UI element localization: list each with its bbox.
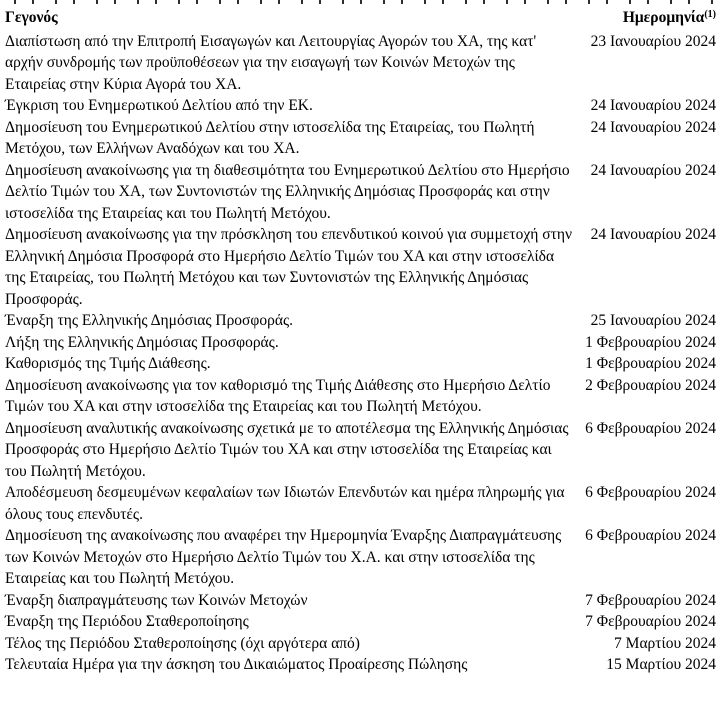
date-cell: 6 Φεβρουαρίου 2024 (585, 484, 716, 501)
date-cell: 15 Μαρτίου 2024 (606, 656, 716, 673)
table-row (5, 418, 727, 483)
event-cell: Αποδέσμευση δεσμευμένων κεφαλαίων των Ιδιωτών Επενδυτών και ημέρα πληρωμής για όλους τους επενδυτές. (5, 484, 565, 523)
table-row (5, 332, 727, 354)
date-cell: 7 Φεβρουαρίου 2024 (585, 591, 716, 609)
table-header-row (5, 7, 727, 31)
table-row (5, 482, 727, 525)
event-cell: Δημοσίευση ανακοίνωσης για την πρόσκληση του επενδυτικού κοινού για συμμετοχή στην Ελληνική Δημόσια Προσφορά στο Ημερήσιο Δελτίο Τιμών του ΧΑ και στην ιστοσελίδα της Εταιρείας, του Πωλητή Μετόχου και των Συντονιστών της Ελληνικής Δημόσιας Προσφοράς. (5, 226, 572, 308)
date-cell: 24 Ιανουαρίου 2024 (590, 161, 716, 179)
event-cell: Έναρξη διαπραγμάτευσης των Κοινών Μετοχών (5, 591, 308, 609)
table-body (5, 31, 727, 676)
event-cell: Δημοσίευση αναλυτικής ανακοίνωσης σχετικά με το αποτέλεσμα της Ελληνικής Δημόσιας Προσφοράς στο Ημερήσιο Δελτίο Τιμών του ΧΑ και στην ιστοσελίδα της Εταιρείας και του Πωλητή Μετόχου. (5, 419, 569, 480)
event-cell: Δημοσίευση ανακοίνωσης για τη διαθεσιμότητα του Ενημερωτικού Δελτίου στο Ημερήσιο Δελτίο Τιμών του ΧΑ, των Συντονιστών της Ελληνικής Δημόσιας Προσφοράς και στην ιστοσελίδα της Εταιρείας και του Πωλητή Μετόχου. (5, 161, 570, 222)
date-cell: 1 Φεβρουαρίου 2024 (585, 355, 716, 372)
date-cell: 24 Ιανουαρίου 2024 (590, 226, 716, 243)
table-row (5, 633, 727, 655)
event-cell: Διαπίστωση από την Επιτροπή Εισαγωγών και Λειτουργίας Αγορών του ΧΑ, της κατ' αρχήν συνδρομής των προϋποθέσεων για την εισαγωγή των Κοινών Μετοχών της Εταιρείας στην Κύρια Αγορά του ΧΑ. (5, 32, 537, 93)
table-row (5, 160, 727, 225)
table-row (5, 31, 727, 96)
table-row (5, 310, 727, 332)
table-row (5, 525, 727, 590)
offering-timetable (5, 7, 727, 676)
event-cell: Καθορισμός της Τιμής Διάθεσης. (5, 355, 211, 372)
date-cell: 24 Ιανουαρίου 2024 (590, 97, 716, 114)
date-cell: 7 Φεβρουαρίου 2024 (585, 613, 716, 630)
date-cell: 6 Φεβρουαρίου 2024 (585, 419, 716, 437)
event-cell: Δημοσίευση του Ενημερωτικού Δελτίου στην ιστοσελίδα της Εταιρείας, του Πωλητή Μετόχου, των Ελλήνων Αναδόχων και του ΧΑ. (5, 118, 535, 157)
date-cell: 23 Ιανουαρίου 2024 (590, 32, 716, 50)
date-column-header (593, 7, 727, 31)
date-cell: 2 Φεβρουαρίου 2024 (585, 376, 716, 394)
date-cell: 1 Φεβρουαρίου 2024 (585, 333, 716, 351)
date-cell: 24 Ιανουαρίου 2024 (590, 118, 716, 136)
table-row (5, 654, 727, 676)
event-cell: Λήξη της Ελληνικής Δημόσιας Προσφοράς. (5, 333, 279, 351)
table-row (5, 224, 727, 310)
event-cell: Τελευταία Ημέρα για την άσκηση του Δικαιώματος Προαίρεσης Πώλησης (5, 656, 468, 673)
event-cell: Έναρξη της Περιόδου Σταθεροποίησης (5, 613, 249, 630)
table-row (5, 590, 727, 612)
date-cell: 7 Μαρτίου 2024 (614, 634, 716, 652)
date-cell: 25 Ιανουαρίου 2024 (590, 312, 716, 329)
footnote-marker-superscript: (1) (704, 9, 716, 20)
event-column-header: Γεγονός (5, 9, 58, 26)
table-row (5, 353, 727, 375)
table-row (5, 117, 727, 160)
table-row (5, 611, 727, 633)
event-cell: Τέλος της Περιόδου Σταθεροποίησης (όχι αργότερα από) (5, 634, 360, 652)
table-row (5, 375, 727, 418)
event-cell: Έναρξη της Ελληνικής Δημόσιας Προσφοράς. (5, 312, 293, 329)
clipped-text-remnant (5, 0, 719, 6)
event-cell: Έγκριση του Ενημερωτικού Δελτίου από την ΕΚ. (5, 97, 313, 114)
table-row (5, 95, 727, 117)
event-cell: Δημοσίευση της ανακοίνωσης που αναφέρει την Ημερομηνία Έναρξης Διαπραγμάτευσης των Κοινών Μετοχών στο Ημερήσιο Δελτίο Τιμών του Χ.Α. και στην ιστοσελίδα της Εταιρείας και του Πωλητή Μετόχου. (5, 527, 562, 587)
event-cell: Δημοσίευση ανακοίνωσης για τον καθορισμό της Τιμής Διάθεσης στο Ημερήσιο Δελτίο Τιμών του ΧΑ και στην ιστοσελίδα της Εταιρείας και του Πωλητή Μετόχου. (5, 376, 551, 415)
date-header-label: Ημερομηνία (622, 9, 705, 26)
date-cell: 6 Φεβρουαρίου 2024 (585, 527, 716, 544)
